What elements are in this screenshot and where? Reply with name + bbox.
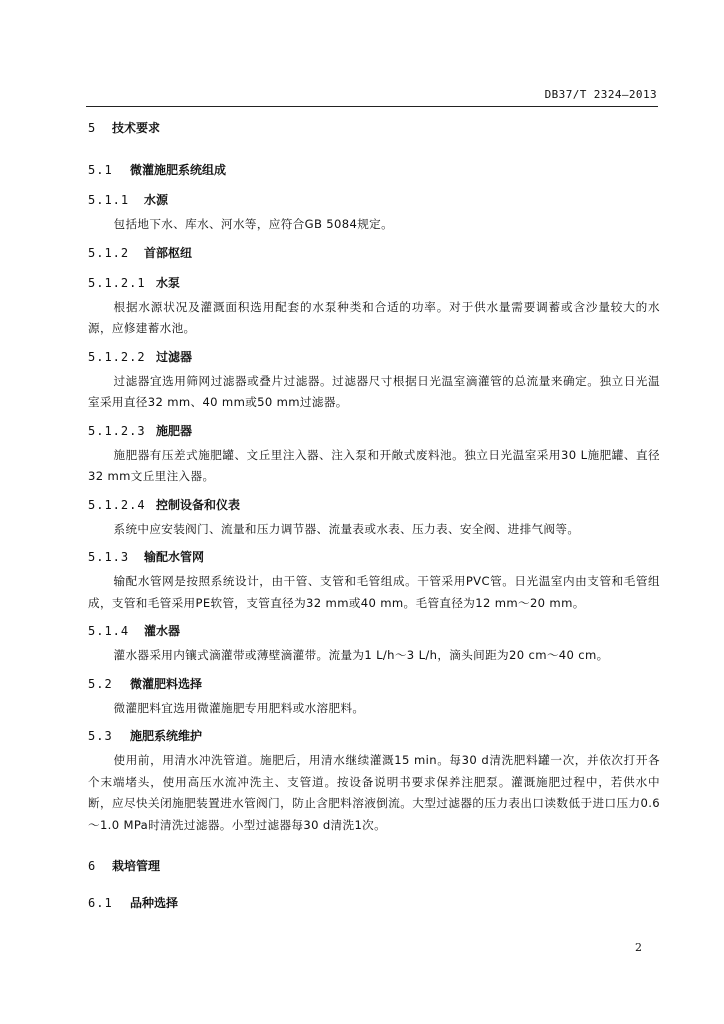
standard-code: DB37/T 2324—2013 <box>544 88 657 101</box>
paragraph: 过滤器宜选用筛网过滤器或叠片过滤器。过滤器尺寸根据日光温室滴灌管的总流量来确定。独立日光温室采用直径32 mm、40 mm或50 mm过滤器。 <box>88 373 660 409</box>
paragraph: 施肥器有压差式施肥罐、文丘里注入器、注入泵和开敞式废料池。独立日光温室采用30 L施肥罐、直径32 mm文丘里注入器。 <box>88 447 660 483</box>
section-heading: 5.1 微灌施肥系统组成 <box>88 163 227 177</box>
section-heading: 6.1 品种选择 <box>88 896 179 910</box>
paragraph: 根据水源状况及灌溉面积选用配套的水泵种类和合适的功率。对于供水量需要调蓄或含沙量较大的水源，应修建蓄水池。 <box>88 299 660 335</box>
section-heading: 5.1.2.2 过滤器 <box>88 349 193 364</box>
paragraph: 系统中应安装阀门、流量和压力调节器、流量表或水表、压力表、安全阀、进排气阀等。 <box>113 521 580 536</box>
paragraph: 灌水器采用内镶式滴灌带或薄壁滴灌带。流量为1 L/h～3 L/h，滴头间距为20 cm～40 cm。 <box>113 648 609 662</box>
section-heading: 6 栽培管理 <box>88 859 161 873</box>
section-heading: 5.1.1 水源 <box>88 193 169 207</box>
section-heading: 5.1.2 首部枢纽 <box>88 245 193 260</box>
section-heading: 5.1.3 输配水管网 <box>88 550 205 564</box>
paragraph: 微灌肥料宜选用微灌施肥专用肥料或水溶肥料。 <box>113 700 365 715</box>
section-heading: 5.1.4 灌水器 <box>88 624 181 638</box>
section-heading: 5.2 微灌肥料选择 <box>88 676 203 691</box>
section-heading: 5.3 施肥系统维护 <box>88 729 203 743</box>
section-heading: 5.1.2.4 控制设备和仪表 <box>88 497 241 512</box>
paragraph: 包括地下水、库水、河水等，应符合GB 5084规定。 <box>113 217 394 231</box>
section-heading: 5.1.2.1 水泵 <box>88 275 181 290</box>
document-body <box>88 112 660 911</box>
page-number: 2 <box>635 941 642 954</box>
paragraph: 使用前，用清水冲洗管道。施肥后，用清水继续灌溉15 min。每30 d清洗肥料罐一次，并依次打开各个末端堵头，使用高压水流冲洗主、支管道。按设备说明书要求保养注肥泵。灌溉施肥过程中，若供水中断，应尽快关闭施肥装置进水管阀门，防止含肥料溶液倒流。大型过滤器的压力表出口读数低于进口压力0.6～1.0 MPa时清洗过滤器。小型过滤器每30 d清洗1次。 <box>88 753 660 832</box>
paragraph: 输配水管网是按照系统设计，由干管、支管和毛管组成。干管采用PVC管。日光温室内由支管和毛管组成，支管和毛管采用PE软管，支管直径为32 mm或40 mm。毛管直径为12 mm～20 mm。 <box>88 574 660 610</box>
section-heading: 5 技术要求 <box>88 121 161 135</box>
header-rule <box>86 106 658 107</box>
section-heading: 5.1.2.3 施肥器 <box>88 423 193 438</box>
